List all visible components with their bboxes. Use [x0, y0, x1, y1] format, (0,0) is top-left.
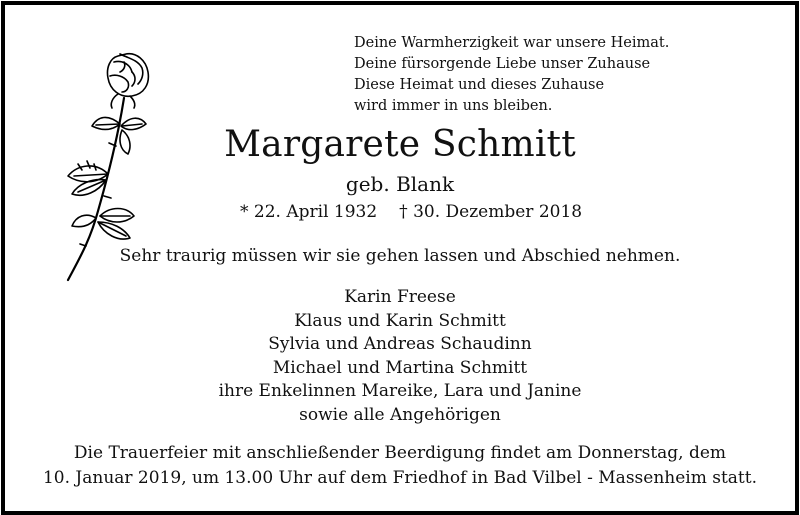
poem-line: Deine fürsorgende Liebe unser Zuhause [354, 56, 651, 72]
poem-line: Deine Warmherzigkeit war unsere Heimat. [354, 35, 670, 51]
mourning-statement: Sehr traurig müssen wir sie gehen lassen und Abschied nehmen. [119, 246, 681, 266]
birth-date: * 22. April 1932 [240, 202, 378, 222]
deceased-name: Margarete Schmitt [224, 124, 576, 165]
funeral-line: Die Trauerfeier mit anschließender Beerdigung findet am Donnerstag, dem [73, 443, 727, 463]
poem-line: wird immer in uns bleiben. [354, 98, 553, 114]
life-dates [240, 199, 582, 225]
mourner-line: ihre Enkelinnen Mareike, Lara und Janine [218, 381, 582, 401]
funeral-notice [0, 441, 800, 491]
memorial-poem [354, 33, 669, 117]
mourner-line: Sylvia und Andreas Schaudinn [268, 334, 532, 354]
mourner-line: Klaus und Karin Schmitt [294, 310, 506, 331]
death-date: † 30. Dezember 2018 [399, 202, 583, 222]
mourner-line: Karin Freese [344, 287, 456, 307]
birth-name: geb. Blank [345, 172, 455, 196]
mourner-line: Michael und Martina Schmitt [272, 357, 528, 378]
poem-line: Diese Heimat und dieses Zuhause [354, 77, 605, 93]
mourner-line: sowie alle Angehörigen [299, 404, 501, 425]
mourners-list [0, 286, 800, 427]
funeral-line: 10. Januar 2019, um 13.00 Uhr auf dem Friedhof in Bad Vilbel - Massenheim statt. [42, 468, 758, 488]
